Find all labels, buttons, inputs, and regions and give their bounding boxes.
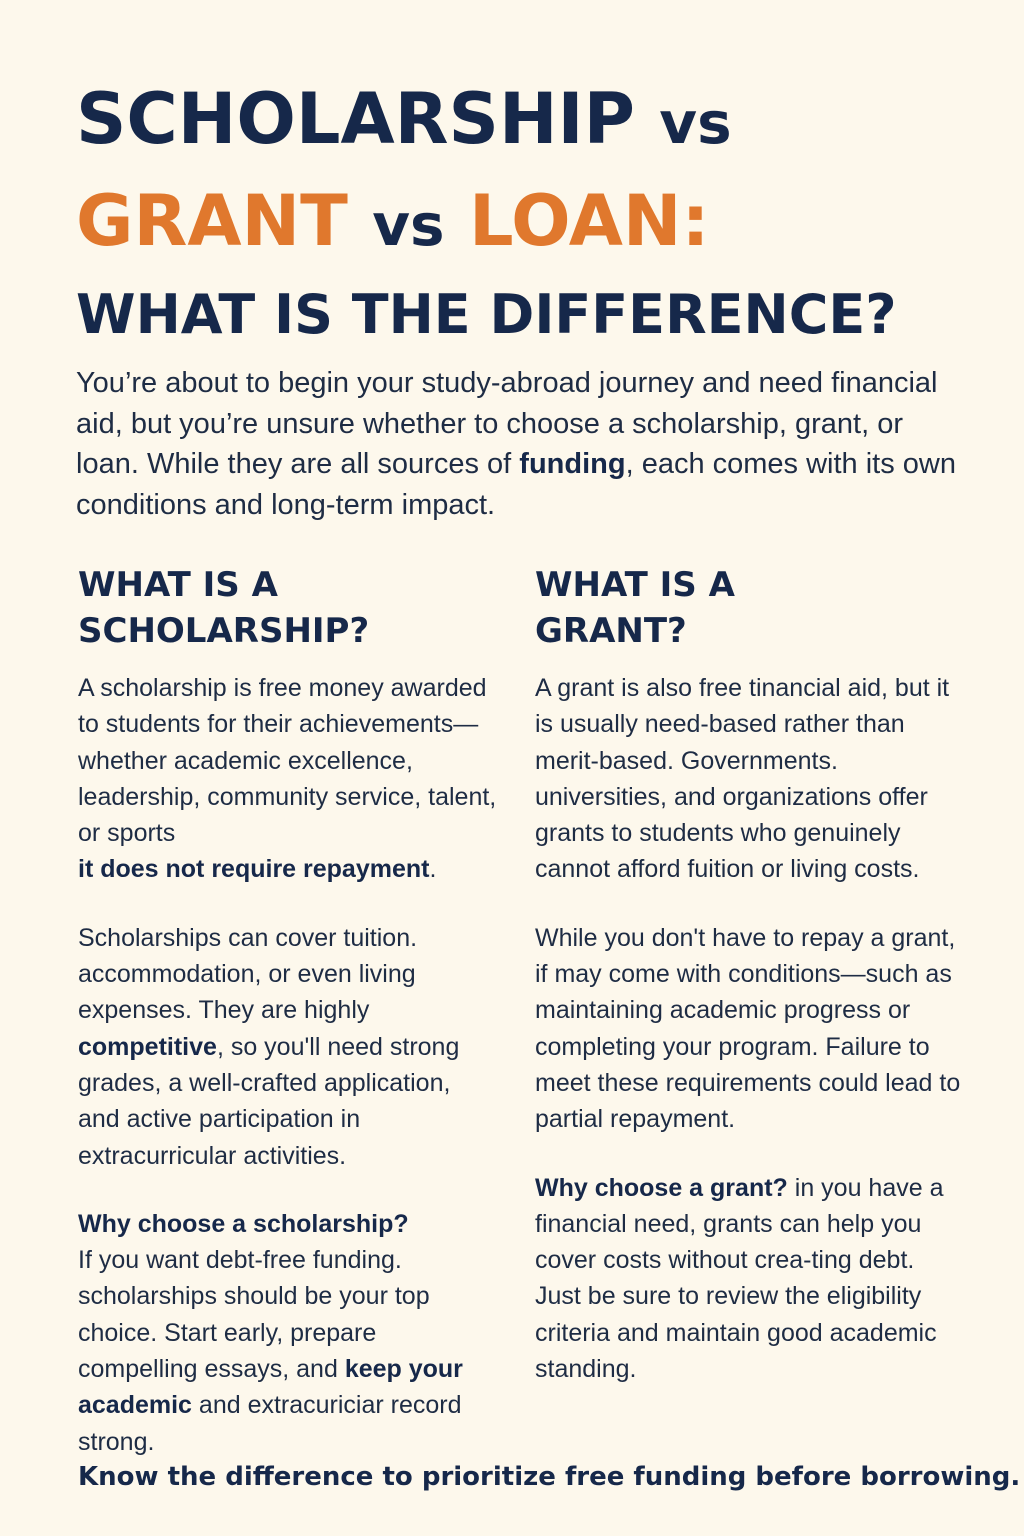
grant-why-text: in you have a financial need, grants can help you cover costs without crea-ting debt. Just be sure to review the eligibility criteria and maintain good academic standing. [535,1173,944,1384]
scholarship-heading-line-1: WHAT IS A [78,565,278,605]
grant-conditions: While you don't have to repay a grant, if may come with conditions—such as maintaining academic progress or completing your program. Failure to meet these requirements could lead to partial repayment. [535,923,961,1134]
grant-why [535,1170,965,1388]
scholarship-p2-bold: competitive [78,1032,217,1061]
grant-heading-line-2: GRANT? [535,611,687,651]
title-line-1 [76,70,897,172]
intro-text-1: You’re about to begin your study-abroad journey and need financial aid, but you’re unsure whether to choose a scholarship, grant, or loan. While they are all sources of [76,367,938,480]
grant-definition: A grant is also free tinancial aid, but it is usually need-based rather than merit-based. Governments. universities, and organizations offer grants to students who genuinely cannot afford fuition or living costs. [535,674,950,884]
title-scholarship: SCHOLARSHIP [76,78,635,160]
scholarship-p1-bold: it does not require repayment [78,855,430,884]
scholarship-heading [78,562,498,654]
scholarship-p1-text: A scholarship is free money awarded to students for their achievements—whether academic excellence, leadership, community service, talent, or sports [78,674,497,848]
scholarship-p2-start: Scholarships can cover tuition. accommodation, or even living expenses. They are highly [78,923,418,1025]
title-line-3: WHAT IS THE DIFFERENCE? [76,283,897,346]
intro-paragraph [76,363,956,525]
title-loan: LOAN: [468,180,710,262]
intro-text-2: , each comes with its own conditions and long-term impact. [76,448,956,521]
scholarship-p2-end: , so you'll need strong grades, a well-crafted application, and active participation in extracurricular activities. [78,1032,460,1170]
scholarship-definition [78,670,498,888]
scholarship-why-heading: Why choose a scholarship? [78,1209,409,1238]
grant-heading [535,562,965,654]
footer-tagline: Know the difference to prioritize free funding before borrowing. [78,1462,1021,1492]
title-vs-1: vs [659,89,732,157]
page-title [76,70,897,356]
scholarship-column [78,562,498,1492]
intro-bold-funding: funding [519,448,626,480]
title-grant: GRANT [76,180,348,262]
grant-column [535,562,965,1419]
grant-why-heading: Why choose a grant? [535,1173,788,1202]
title-line-2 [76,172,897,274]
scholarship-why [78,1206,498,1460]
title-vs-2: vs [372,191,445,259]
scholarship-why-text-1: If you want debt-free funding. scholarships should be your top choice. Start early, prepare compelling essays, and [78,1246,430,1384]
scholarship-why-bold-2: keep your academic [78,1355,463,1420]
scholarship-why-text-2: and extracuriciar record strong. [78,1391,462,1456]
scholarship-p1-end: . [429,855,437,884]
scholarship-heading-line-2: SCHOLARSHIP? [78,611,370,651]
grant-heading-line-1: WHAT IS A [535,565,735,605]
scholarship-coverage [78,920,498,1174]
